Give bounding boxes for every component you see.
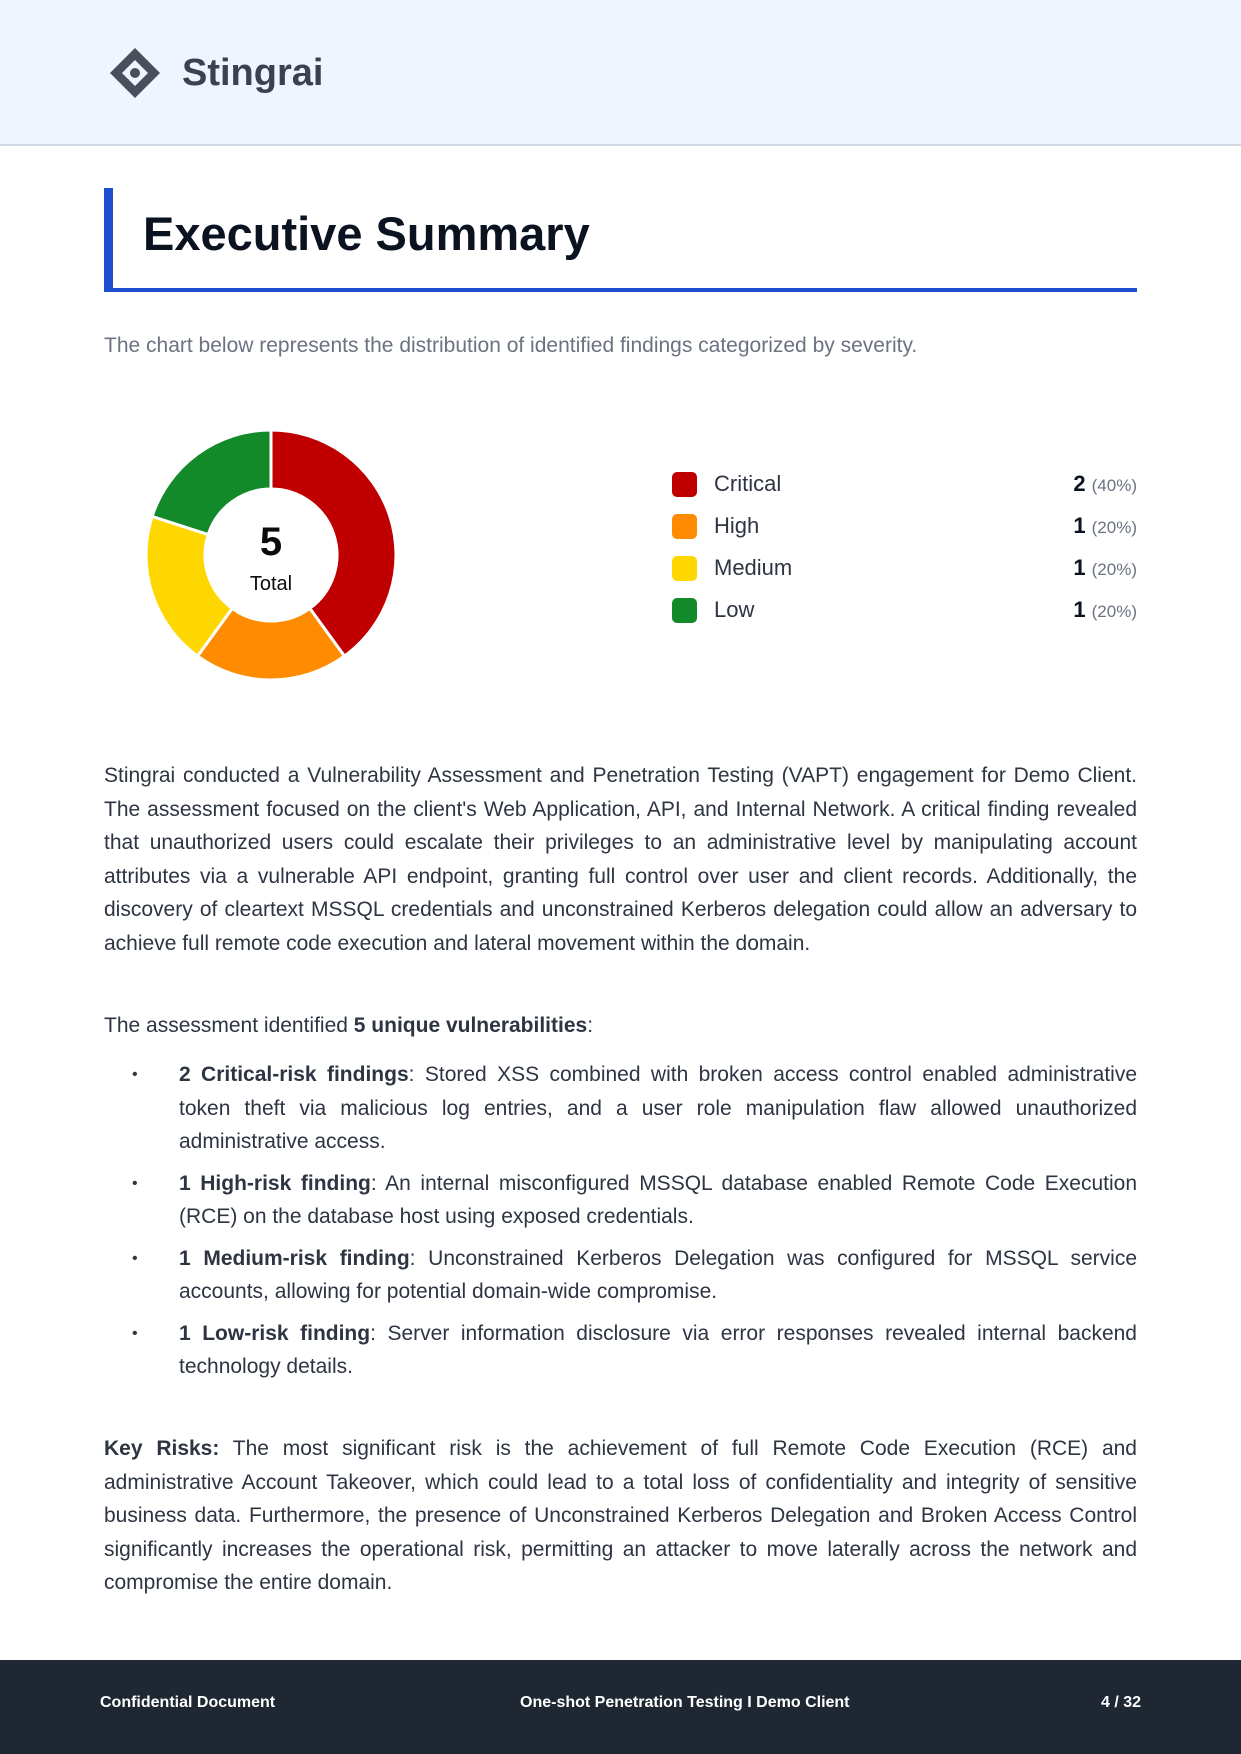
footer-confidential: Confidential Document: [100, 1694, 276, 1711]
finding-medium: [104, 1242, 1137, 1309]
legend-swatch: [672, 598, 697, 623]
footer-document-title: One-shot Penetration Testing I Demo Client: [520, 1694, 850, 1711]
legend-item-critical: [672, 469, 1137, 511]
legend-value: [1073, 553, 1137, 585]
bullet-icon: •: [132, 1066, 138, 1083]
count-bold: 5 unique vulnerabilities: [353, 1014, 588, 1037]
legend-count: 2: [1073, 471, 1086, 496]
finding-low: [104, 1317, 1137, 1384]
finding-high: [104, 1167, 1137, 1234]
legend-percent: (20%): [1091, 560, 1137, 579]
legend-value: [1073, 595, 1137, 627]
finding-high-text: : An internal misconfigured MSSQL database enabled Remote Code Execution (RCE) on the database host using exposed credentials.: [179, 1171, 1137, 1228]
key-risks-paragraph: [104, 1432, 1137, 1600]
legend-item-high: [672, 511, 1137, 553]
legend-value: [1073, 469, 1137, 501]
finding-high-label: 1 High-risk finding: [179, 1171, 371, 1195]
finding-medium-text: : Unconstrained Kerberos Delegation was configured for MSSQL service accounts, allowing for potential domain-wide compromise.: [179, 1246, 1138, 1303]
donut-total-value: 5: [259, 520, 283, 564]
legend-item-medium: [672, 553, 1137, 595]
legend-swatch: [672, 556, 697, 581]
bullet-icon: •: [132, 1324, 138, 1342]
summary-paragraph: Stingrai conducted a Vulnerability Assessment and Penetration Testing (VAPT) engagement for Demo Client. The assessment focused on the client's Web Application, API, and Internal Network. A critical finding revealed that unauthorized users could escalate their privileges to an administrative level by manipulating account attributes via a vulnerable API endpoint, granting full control over user and client records. Additionally, the discovery of cleartext MSSQL credentials and unconstrained Kerberos delegation could allow an adversary to achieve full remote code execution and lateral movement within the domain.: [104, 764, 1137, 955]
finding-critical-label: 2 Critical-risk findings: [179, 1063, 409, 1086]
legend-swatch: [672, 472, 697, 497]
count-prefix: The assessment identified: [104, 1014, 354, 1037]
legend-count: 1: [1073, 597, 1086, 622]
finding-medium-label: 1 Medium-risk finding: [179, 1246, 410, 1270]
bullet-icon: •: [132, 1174, 138, 1192]
finding-low-text: : Server information disclosure via error responses revealed internal backend technology details.: [179, 1321, 1137, 1378]
page-footer: [0, 1660, 1241, 1754]
chart-intro: The chart below represents the distribution of identified findings categorized by severity.: [104, 334, 918, 357]
legend-label: Medium: [714, 555, 793, 580]
legend-label: Low: [714, 597, 755, 622]
legend-swatch: [672, 514, 697, 539]
bullet-icon: •: [132, 1249, 138, 1267]
legend-label: High: [714, 513, 760, 538]
stingrai-logo-icon: [106, 44, 164, 102]
legend-item-low: [672, 595, 1137, 637]
title-block: [104, 188, 1137, 292]
legend-value: [1073, 511, 1137, 543]
donut-total-label: Total: [249, 573, 293, 595]
key-risks-text: The most significant risk is the achievement of full Remote Code Execution (RCE) and administrative Account Takeover, which could lead to a total loss of confidentiality and integrity of sensitive business data. Furthermore, the presence of Unconstrained Kerberos Delegation and Broken Access Control significantly increases the operational risk, permitting an attacker to move laterally across the network and compromise the entire domain.: [104, 1437, 1137, 1594]
finding-critical: [104, 1058, 1137, 1159]
legend-percent: (20%): [1091, 602, 1137, 621]
legend-percent: (40%): [1091, 476, 1137, 495]
legend-label: Critical: [714, 471, 782, 496]
brand-name: Stingrai: [182, 52, 324, 94]
finding-critical-text: : Stored XSS combined with broken access control enabled administrative token theft via malicious log entries, and a user role manipulation flaw allowed unauthorized administrative access.: [179, 1063, 1137, 1153]
finding-low-label: 1 Low-risk finding: [179, 1321, 371, 1345]
count-suffix: :: [587, 1014, 594, 1037]
legend-percent: (20%): [1091, 518, 1137, 537]
severity-legend: [672, 469, 1137, 637]
legend-count: 1: [1073, 513, 1086, 538]
key-risks-label: Key Risks:: [104, 1437, 220, 1460]
findings-list: [104, 1058, 1137, 1392]
page-header: [0, 0, 1241, 146]
footer-page-number: 4 / 32: [1100, 1694, 1141, 1711]
legend-count: 1: [1073, 555, 1086, 580]
page-title: Executive Summary: [143, 207, 590, 260]
vulnerability-count-sentence: [104, 1009, 1137, 1043]
